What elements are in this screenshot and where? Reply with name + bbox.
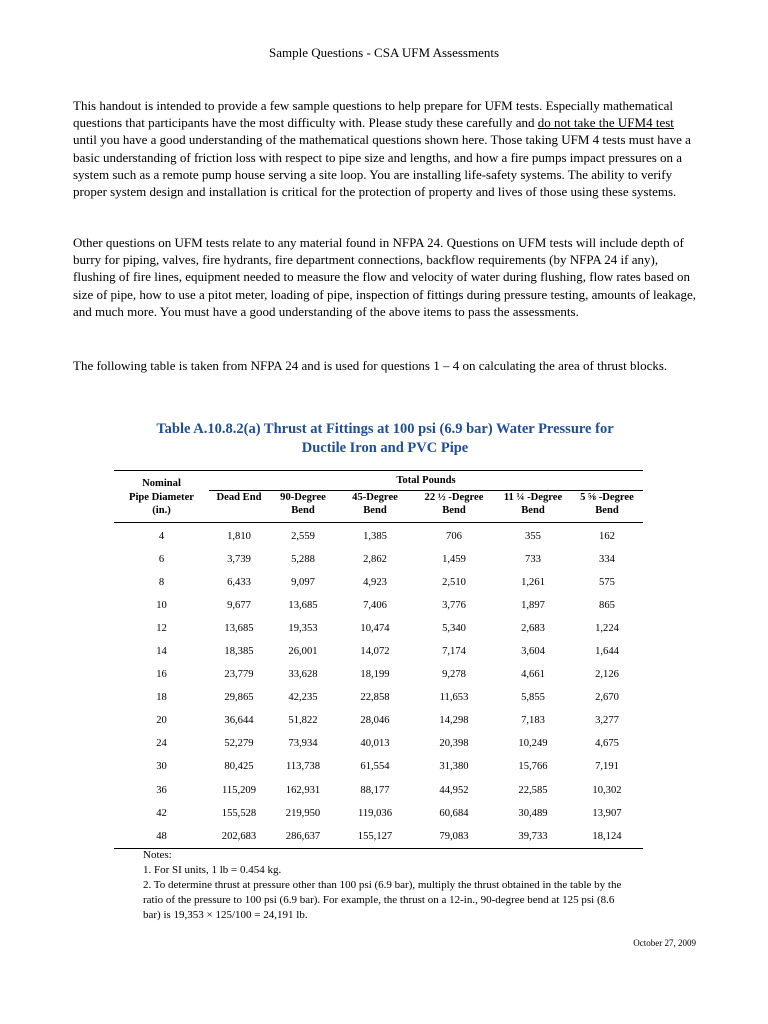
thrust-value-cell: 1,224 — [595, 622, 619, 634]
table-row — [114, 686, 643, 709]
col-head-45-degree: 45-Degree Bend — [337, 490, 413, 522]
ufm-topics-paragraph: Other questions on UFM tests relate to any material found in NFPA 24. Questions on UFM tests will include depth of burry for piping, valves, fire hydrants, fire department connections, backflow requirements (by NFPA 24 if any), flushing of fire lines, equipment needed to measure the flow and velocity of water during flushing, flow rates based on size of pipe, how to use a pitot meter, loading of pipe, inspection of fittings during pressure testing, amounts of leakage, and much more. You must have a good understanding of the above items to pass the assessments. — [73, 235, 696, 319]
table-caption-line-2: Ductile Iron and PVC Pipe — [301, 439, 469, 456]
thrust-value-cell: 79,083 — [439, 830, 469, 842]
thrust-value-cell: 13,907 — [592, 807, 622, 819]
intro-text-start: This handout is intended to provide a few sample questions to help prepare for UFM tests. Especially mathematical questions that participants have the most difficulty with. Please study these carefully and — [73, 98, 674, 131]
thrust-value-cell: 18,385 — [224, 646, 254, 658]
thrust-value-cell: 61,554 — [360, 761, 390, 773]
table-row — [114, 617, 643, 640]
thrust-value-cell: 19,353 — [288, 622, 318, 634]
thrust-value-cell: 7,174 — [442, 646, 466, 658]
intro-text-end: until you have a good understanding of the mathematical questions shown here. Those taking UFM 4 tests must have a basic understanding of friction loss with respect to pipe size and lengths, and how a fire pumps impact pressures on a system such as a remote pump house serving a site loop. You are installing life-safety systems. The ability to verify proper system design and installation is critical for the protection of property and lives of those using these systems. — [73, 132, 691, 200]
thrust-value-cell: 162,931 — [285, 784, 321, 796]
pipe-diameter-cell: 30 — [156, 761, 167, 773]
table-row — [114, 779, 643, 802]
thrust-value-cell: 10,249 — [518, 738, 548, 750]
thrust-value-cell: 3,604 — [521, 646, 545, 658]
thrust-value-cell: 2,559 — [291, 530, 315, 542]
table-row — [114, 523, 643, 548]
col-head-dead-end: Dead End — [209, 490, 269, 522]
thrust-value-cell: 7,406 — [363, 599, 387, 611]
thrust-value-cell: 162 — [599, 530, 615, 542]
thrust-value-cell: 3,776 — [442, 599, 466, 611]
pipe-diameter-cell: 20 — [156, 715, 167, 727]
thrust-value-cell: 39,733 — [518, 830, 548, 842]
thrust-value-cell: 115,209 — [221, 784, 257, 796]
thrust-value-cell: 334 — [599, 553, 615, 565]
pipe-diameter-cell: 48 — [156, 830, 167, 842]
thrust-value-cell: 31,380 — [439, 761, 469, 773]
col-group-total-pounds: Total Pounds — [396, 475, 456, 486]
thrust-value-cell: 706 — [446, 530, 462, 542]
thrust-value-cell: 26,001 — [288, 646, 318, 658]
thrust-value-cell: 60,684 — [439, 807, 469, 819]
thrust-value-cell: 13,685 — [224, 622, 254, 634]
thrust-value-cell: 3,277 — [595, 715, 619, 727]
thrust-table — [114, 470, 643, 849]
thrust-value-cell: 33,628 — [288, 669, 318, 681]
table-row — [114, 825, 643, 849]
thrust-value-cell: 2,510 — [442, 576, 466, 588]
thrust-value-cell: 18,199 — [360, 669, 390, 681]
thrust-value-cell: 22,585 — [518, 784, 548, 796]
thrust-value-cell: 9,677 — [227, 599, 251, 611]
thrust-value-cell: 20,398 — [439, 738, 469, 750]
thrust-value-cell: 10,302 — [592, 784, 622, 796]
pipe-diameter-cell: 14 — [156, 646, 167, 658]
col-head-5-625-degree: 5 ⅝ -Degree Bend — [571, 490, 643, 522]
pipe-diameter-cell: 16 — [156, 669, 167, 681]
intro-underlined-warning: do not take the UFM4 test — [537, 115, 674, 131]
col-head-90-degree: 90-Degree Bend — [269, 490, 337, 522]
thrust-value-cell: 14,298 — [439, 715, 469, 727]
thrust-value-cell: 15,766 — [518, 761, 548, 773]
thrust-value-cell: 865 — [599, 599, 615, 611]
thrust-value-cell: 80,425 — [224, 761, 254, 773]
thrust-value-cell: 202,683 — [221, 830, 257, 842]
pipe-diameter-cell: 8 — [158, 576, 165, 588]
table-row — [114, 755, 643, 778]
thrust-value-cell: 155,528 — [221, 807, 257, 819]
pipe-diameter-cell: 6 — [158, 553, 165, 565]
thrust-value-cell: 119,036 — [357, 807, 393, 819]
thrust-value-cell: 29,865 — [224, 692, 254, 704]
thrust-value-cell: 733 — [525, 553, 541, 565]
table-row — [114, 548, 643, 571]
thrust-value-cell: 42,235 — [288, 692, 318, 704]
thrust-value-cell: 5,855 — [521, 692, 545, 704]
thrust-value-cell: 52,279 — [224, 738, 254, 750]
thrust-value-cell: 9,278 — [442, 669, 466, 681]
pipe-diameter-cell: 42 — [156, 807, 167, 819]
thrust-value-cell: 73,934 — [288, 738, 318, 750]
table-row — [114, 594, 643, 617]
thrust-value-cell: 575 — [599, 576, 615, 588]
table-row — [114, 571, 643, 594]
pipe-diameter-cell: 12 — [156, 622, 167, 634]
thrust-value-cell: 4,923 — [363, 576, 387, 588]
thrust-value-cell: 2,670 — [595, 692, 619, 704]
thrust-value-cell: 1,810 — [227, 530, 251, 542]
thrust-value-cell: 1,644 — [595, 646, 619, 658]
pipe-diameter-cell: 4 — [158, 530, 165, 542]
pipe-diameter-cell: 18 — [156, 692, 167, 704]
thrust-value-cell: 51,822 — [288, 715, 318, 727]
thrust-value-cell: 36,644 — [224, 715, 254, 727]
notes-title: Notes: — [143, 849, 172, 861]
thrust-value-cell: 2,862 — [363, 553, 387, 565]
thrust-value-cell: 28,046 — [360, 715, 390, 727]
thrust-value-cell: 7,191 — [595, 761, 619, 773]
thrust-value-cell: 3,739 — [227, 553, 251, 565]
page-header: Sample Questions - CSA UFM Assessments — [268, 45, 500, 60]
table-row — [114, 802, 643, 825]
thrust-value-cell: 13,685 — [288, 599, 318, 611]
thrust-value-cell: 9,097 — [291, 576, 315, 588]
thrust-value-cell: 22,858 — [360, 692, 390, 704]
thrust-value-cell: 155,127 — [357, 830, 393, 842]
thrust-value-cell: 219,950 — [285, 807, 321, 819]
thrust-value-cell: 355 — [525, 530, 541, 542]
footer-date: October 27, 2009 — [633, 938, 696, 948]
thrust-value-cell: 5,288 — [291, 553, 315, 565]
pipe-diameter-cell: 24 — [156, 738, 167, 750]
thrust-value-cell: 23,779 — [224, 669, 254, 681]
thrust-table-body — [114, 523, 643, 849]
col-head-11-25-degree: 11 ¼ -Degree Bend — [495, 490, 571, 522]
thrust-value-cell: 113,738 — [285, 761, 321, 773]
table-caption — [120, 420, 650, 457]
thrust-value-cell: 2,126 — [595, 669, 619, 681]
note-2: 2. To determine thrust at pressure other than 100 psi (6.9 bar), multiply the thrust obtained in the table by the ratio of the pressure to 100 psi (6.9 bar). For example, the thrust on a 12-in., 90-degree bend at 125 psi (8.6 bar) is 19,353 × 125/100 = 24,191 lb. — [143, 879, 622, 921]
note-1: 1. For SI units, 1 lb = 0.454 kg. — [143, 864, 282, 876]
thrust-value-cell: 30,489 — [518, 807, 548, 819]
thrust-value-cell: 7,183 — [521, 715, 545, 727]
thrust-value-cell: 4,661 — [521, 669, 545, 681]
col-head-diameter: Nominal Pipe Diameter (in.) — [128, 478, 194, 516]
thrust-value-cell: 40,013 — [360, 738, 390, 750]
thrust-value-cell: 5,340 — [442, 622, 466, 634]
thrust-value-cell: 1,261 — [521, 576, 545, 588]
thrust-value-cell: 11,653 — [439, 692, 469, 704]
thrust-value-cell: 6,433 — [227, 576, 251, 588]
thrust-value-cell: 4,675 — [595, 738, 619, 750]
table-notes — [143, 848, 633, 923]
thrust-value-cell: 14,072 — [360, 646, 390, 658]
pipe-diameter-cell: 36 — [156, 784, 167, 796]
table-intro-paragraph: The following table is taken from NFPA 24 and is used for questions 1 – 4 on calculating the area of thrust blocks. — [73, 358, 668, 373]
col-head-22-5-degree: 22 ½ -Degree Bend — [413, 490, 495, 522]
thrust-value-cell: 1,897 — [521, 599, 545, 611]
table-row — [114, 732, 643, 755]
thrust-value-cell: 2,683 — [521, 622, 545, 634]
table-row — [114, 663, 643, 686]
thrust-value-cell: 1,459 — [442, 553, 466, 565]
thrust-value-cell: 18,124 — [592, 830, 622, 842]
pipe-diameter-cell: 10 — [156, 599, 167, 611]
table-row — [114, 709, 643, 732]
thrust-value-cell: 286,637 — [285, 830, 321, 842]
thrust-value-cell: 88,177 — [360, 784, 390, 796]
table-row — [114, 640, 643, 663]
intro-paragraph — [73, 97, 699, 200]
table-caption-line-1: Table A.10.8.2(a) Thrust at Fittings at 100 psi (6.9 bar) Water Pressure for — [156, 421, 614, 437]
thrust-value-cell: 44,952 — [439, 784, 469, 796]
thrust-value-cell: 10,474 — [360, 622, 390, 634]
thrust-value-cell: 1,385 — [363, 530, 387, 542]
